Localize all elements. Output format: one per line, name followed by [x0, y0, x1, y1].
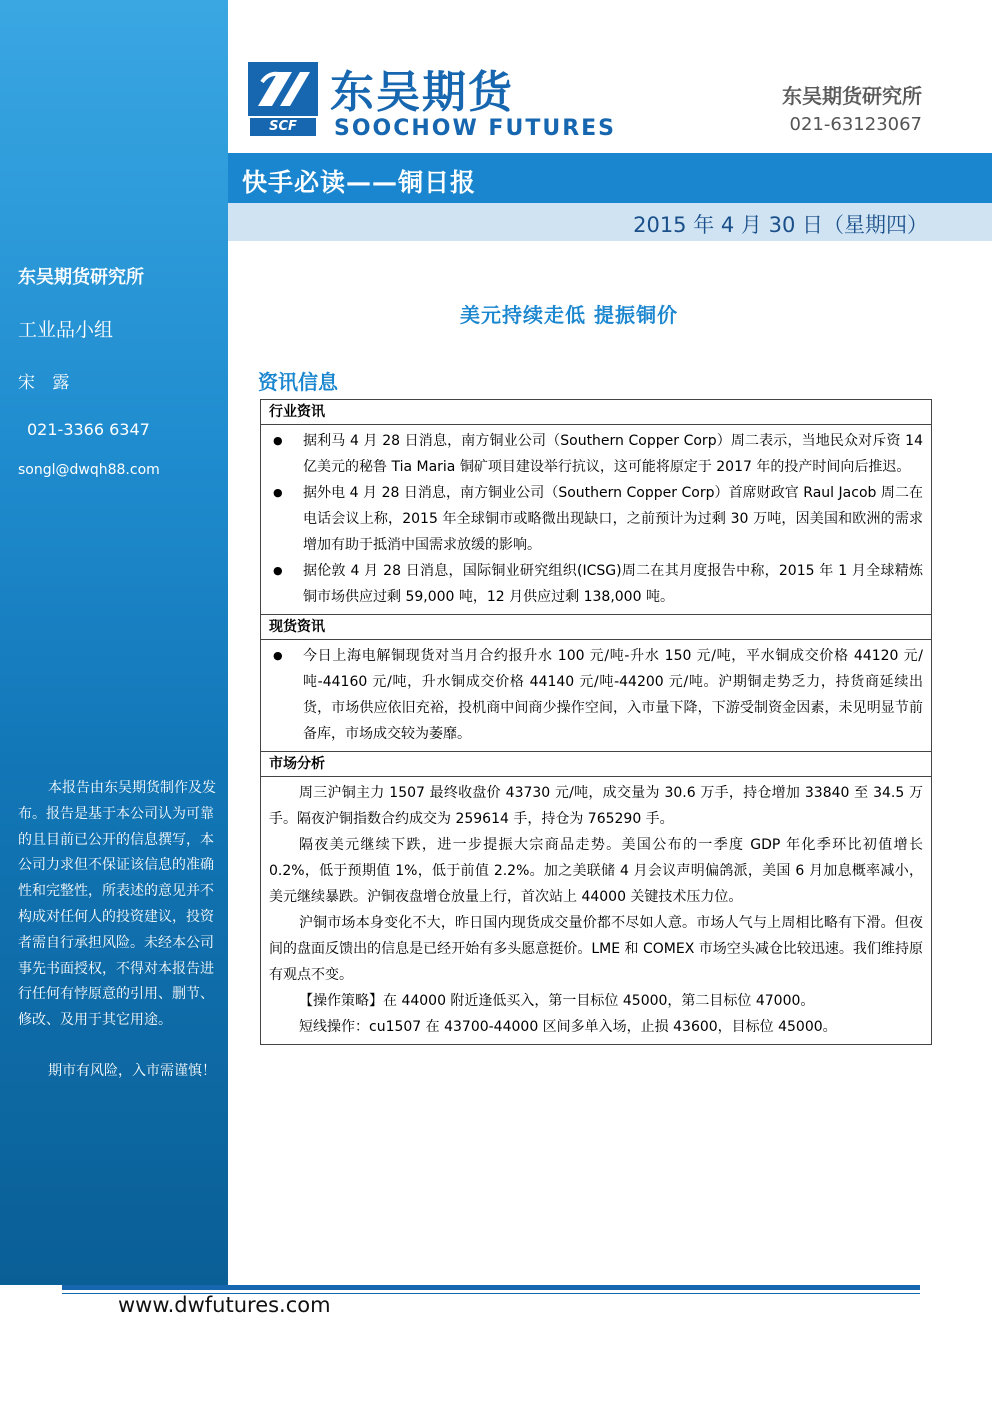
sidebar: [0, 0, 228, 1285]
content-box: [260, 399, 932, 1045]
spot-news-body: [261, 640, 931, 751]
analyst-name: 宋 露: [18, 373, 76, 393]
logo-abbr: SCF: [250, 118, 316, 136]
spot-news-heading: 现货资讯: [261, 614, 931, 640]
industry-news-heading: 行业资讯: [261, 400, 931, 425]
title-bar: [228, 153, 992, 203]
headline: 美元持续走低 提振铜价: [460, 303, 678, 327]
institute-name: 东吴期货研究所: [782, 84, 922, 108]
report-date: 2015 年 4 月 30 日（星期四）: [633, 213, 928, 237]
report-title: 快手必读——铜日报: [242, 168, 477, 197]
date-bar: [228, 203, 992, 241]
list-item: ● 今日上海电解铜现货对当月合约报升水 100 元/吨-升水 150 元/吨，平水铜成交价格 44120 元/吨-44160 元/吨，升水铜成交价格 44140 元/吨-44200 元/吨。沪期铜走势乏力，持货商延续出货，市场供应依旧充裕，投机商中间商少操作空间，入市量下降，下游受制资金因素，未见明显节前备库，市场成交较为萎靡。: [269, 643, 923, 747]
sidebar-org: 东吴期货研究所: [18, 267, 144, 288]
paragraph: 隔夜美元继续下跌，进一步提振大宗商品走势。美国公布的一季度 GDP 年化季环比初值增长 0.2%，低于预期值 1%，低于前值 2.2%。加之美联储 4 月会议声明偏鸽派，美国 6 月加息概率减小，美元继续暴跌。沪铜夜盘增仓放量上行，首次站上 44000 关键技术压力位。: [269, 837, 923, 905]
sidebar-group: 工业品小组: [18, 319, 114, 341]
logo-mark-icon: [248, 62, 318, 120]
market-analysis-body: [261, 777, 931, 1044]
institute-phone: 021-63123067: [789, 114, 922, 135]
disclaimer: 本报告由东吴期货制作及发布。报告是基于本公司认为可靠的且目前已公开的信息撰写，本公司力求但不保证该信息的准确性和完整性，所表述的意见并不构成对任何人的投资建议，投资者需自行承担风险。未经本公司事先书面授权，不得对本报告进行任何有悖原意的引用、删节、修改、及用于其它用途。: [18, 780, 216, 1029]
analyst-email[interactable]: songl@dwqh88.com: [18, 462, 160, 478]
list-item: ● 据利马 4 月 28 日消息，南方铜业公司（Southern Copper Corp）周二表示，当地民众对斥资 14 亿美元的秘鲁 Tia Maria 铜矿项目建设举行抗议，这可能将原定于 2017 年的投产时间向后推迟。: [269, 428, 923, 480]
section-title: 资讯信息: [258, 370, 338, 394]
short-term-paragraph: 短线操作：cu1507 在 43700-44000 区间多单入场，止损 43600，目标位 45000。: [299, 1019, 837, 1035]
list-item: ● 据伦敦 4 月 28 日消息，国际铜业研究组织(ICSG)周二在其月度报告中称，2015 年 1 月全球精炼铜市场供应过剩 59,000 吨，12 月供应过剩 138,000 吨。: [269, 558, 923, 610]
logo-chinese: 东吴期货: [330, 67, 514, 118]
logo-english: SOOCHOW FUTURES: [334, 116, 617, 141]
strategy-paragraph: 【操作策略】在 44000 附近逢低买入，第一目标位 45000，第二目标位 47000。: [299, 993, 815, 1009]
market-analysis-heading: 市场分析: [261, 751, 931, 777]
paragraph: 周三沪铜主力 1507 最终收盘价 43730 元/吨，成交量为 30.6 万手，持仓增加 33840 至 34.5 万手。隔夜沪铜指数合约成交为 259614 手，持仓为 765290 手。: [269, 785, 923, 827]
analyst-phone: 021-3366 6347: [27, 420, 150, 439]
industry-news-body: [261, 425, 931, 614]
footer-divider: [62, 1285, 920, 1290]
footer-url[interactable]: www.dwfutures.com: [118, 1293, 331, 1317]
paragraph: 沪铜市场本身变化不大，昨日国内现货成交量价都不尽如人意。市场人气与上周相比略有下滑。但夜间的盘面反馈出的信息是已经开始有多头愿意挺价。LME 和 COMEX 市场空头减仓比较迅速。我们维持原有观点不变。: [269, 915, 923, 983]
list-item: ● 据外电 4 月 28 日消息，南方铜业公司（Southern Copper Corp）首席财政官 Raul Jacob 周二在电话会议上称，2015 年全球铜市或略微出现缺口，之前预计为过剩 30 万吨，因美国和欧洲的需求增加有助于抵消中国需求放缓的影响。: [269, 480, 923, 558]
risk-warning: 期市有风险，入市需谨慎！: [48, 1063, 216, 1079]
